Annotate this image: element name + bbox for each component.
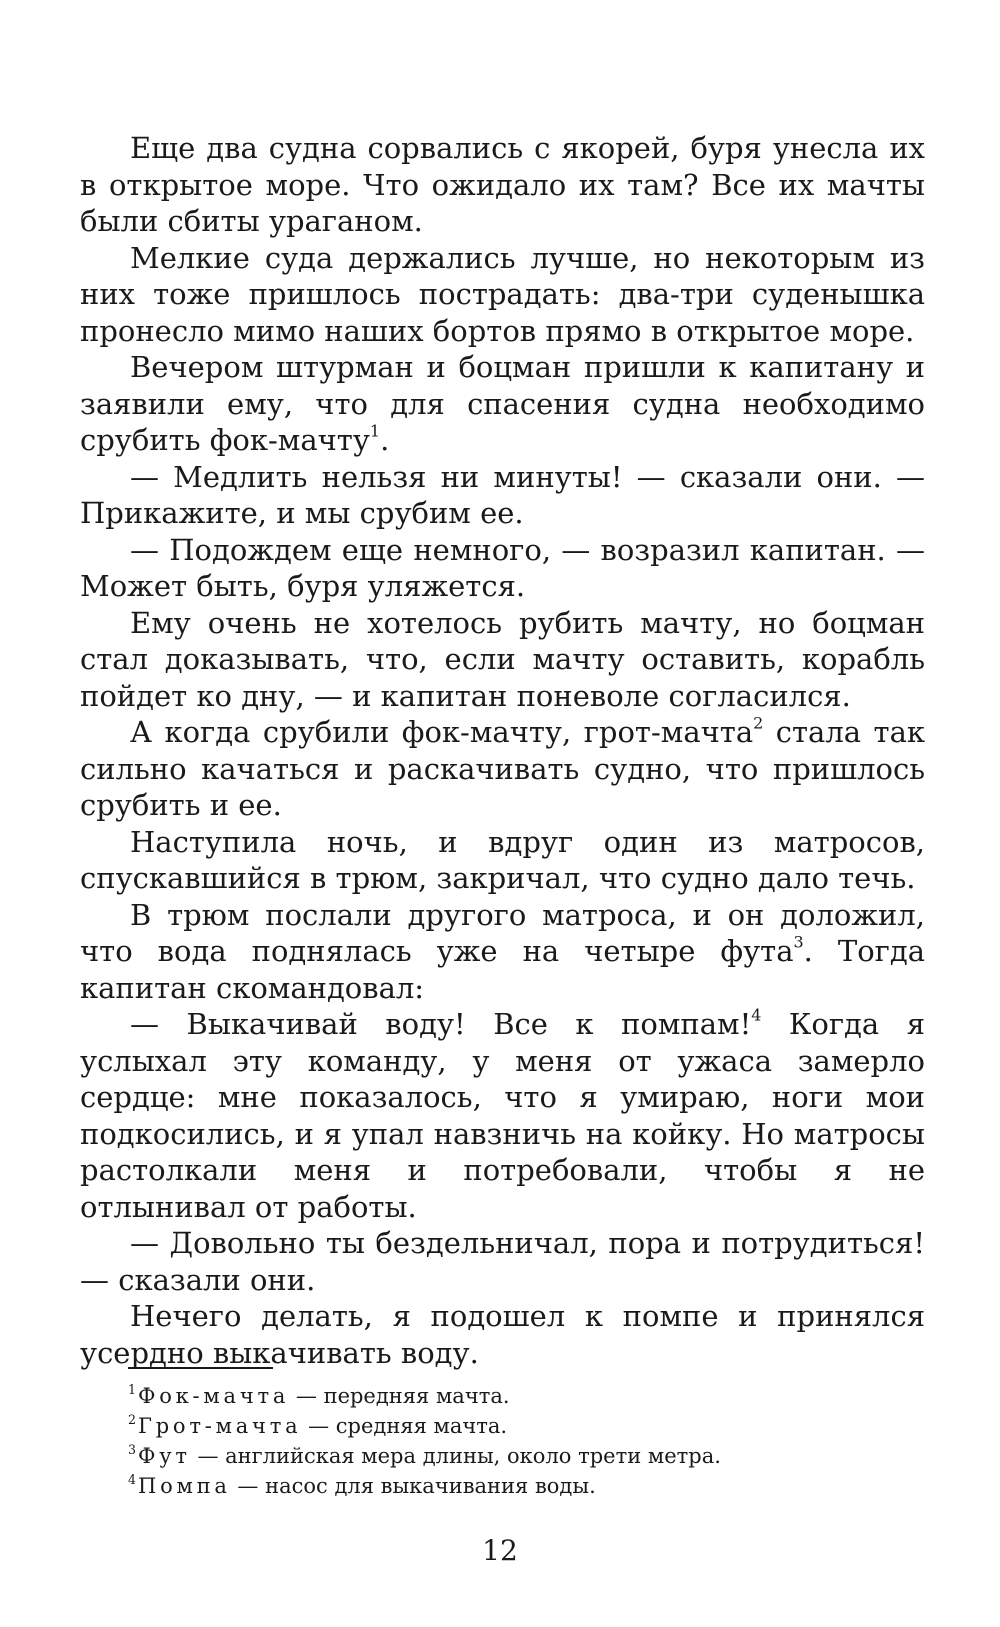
footnote bbox=[128, 1411, 928, 1441]
footnote-term: Фок-мачта bbox=[138, 1384, 290, 1408]
paragraph: А когда срубили фок-мачту, грот-мачта$^2$ стала так сильно качаться и раскачивать судно, что пришлось срубить и ее. bbox=[80, 713, 925, 822]
footnote-ref: 3 bbox=[793, 932, 804, 952]
paragraph: Вечером штурман и боцман пришли к капитану и заявили ему, что для спасения судна необходимо срубить фок-мачту$^1$. bbox=[80, 350, 925, 457]
paragraph: Нечего делать, я подошел к помпе и принялся усердно выкачивать воду. bbox=[80, 1299, 925, 1370]
footnote-term: Грот-мачта bbox=[138, 1414, 302, 1438]
footnote-term: Фут bbox=[138, 1444, 191, 1468]
footnote-number: 4 bbox=[128, 1472, 137, 1488]
footnote-definition: — насос для выкачивания воды. bbox=[230, 1474, 596, 1498]
footnote bbox=[128, 1471, 928, 1501]
paragraph: — Довольно ты бездельничал, пора и потрудиться! — сказали они. bbox=[80, 1226, 925, 1297]
footnote-definition: — средняя мачта. bbox=[301, 1414, 508, 1438]
footnote-ref: 1 bbox=[369, 421, 381, 441]
paragraph: — Подождем еще немного, — возразил капитан. — Может быть, буря уляжется. bbox=[80, 532, 925, 603]
footnote-definition: — передняя мачта. bbox=[289, 1384, 510, 1408]
footnote-ref: 2 bbox=[753, 713, 764, 733]
footnote-divider bbox=[128, 1367, 273, 1369]
footnote-number: 3 bbox=[128, 1442, 137, 1458]
footnote-ref: 4 bbox=[751, 1005, 762, 1025]
paragraph: В трюм послали другого матроса, и он доложил, что вода поднялась уже на четыре фута$^3$. Тогда капитан скомандовал: bbox=[80, 897, 925, 1005]
paragraph: Еще два судна сорвались с якорей, буря унесла их в открытое море. Что ожидало их там? Все их мачты были сбиты ураганом. bbox=[80, 131, 925, 238]
footnote bbox=[128, 1441, 928, 1471]
footnote-term: Помпа bbox=[138, 1474, 231, 1498]
footnote bbox=[128, 1381, 928, 1411]
footnotes bbox=[128, 1381, 928, 1501]
page-number: 12 bbox=[482, 1534, 518, 1567]
main-text bbox=[80, 130, 925, 1371]
paragraph: — Выкачивай воду! Все к помпам!$^4$ Когда я услыхал эту команду, у меня от ужаса замерло сердце: мне показалось, что я умираю, ноги мои подкосились, и я упал навзничь на койку. Но матросы растолкали меня и потребовали, чтобы я не отлынивал от работы. bbox=[80, 1005, 925, 1224]
footnote-number: 1 bbox=[128, 1382, 137, 1398]
paragraph: Ему очень не хотелось рубить мачту, но боцман стал доказывать, что, если мачту оставить, корабль пойдет ко дну, — и капитан поневоле согласился. bbox=[80, 605, 925, 713]
footnote-number: 2 bbox=[128, 1412, 137, 1428]
paragraph: Наступила ночь, и вдруг один из матросов, спускавшийся в трюм, закричал, что судно дало течь. bbox=[80, 824, 925, 895]
paragraph: — Медлить нельзя ни минуты! — сказали они. — Прикажите, и мы срубим ее. bbox=[80, 459, 925, 530]
paragraph: Мелкие суда держались лучше, но некоторым из них тоже пришлось пострадать: два-три суденышка пронесло мимо наших бортов прямо в открытое море. bbox=[80, 240, 925, 348]
footnote-definition: — английская мера длины, около трети метра. bbox=[190, 1444, 721, 1468]
